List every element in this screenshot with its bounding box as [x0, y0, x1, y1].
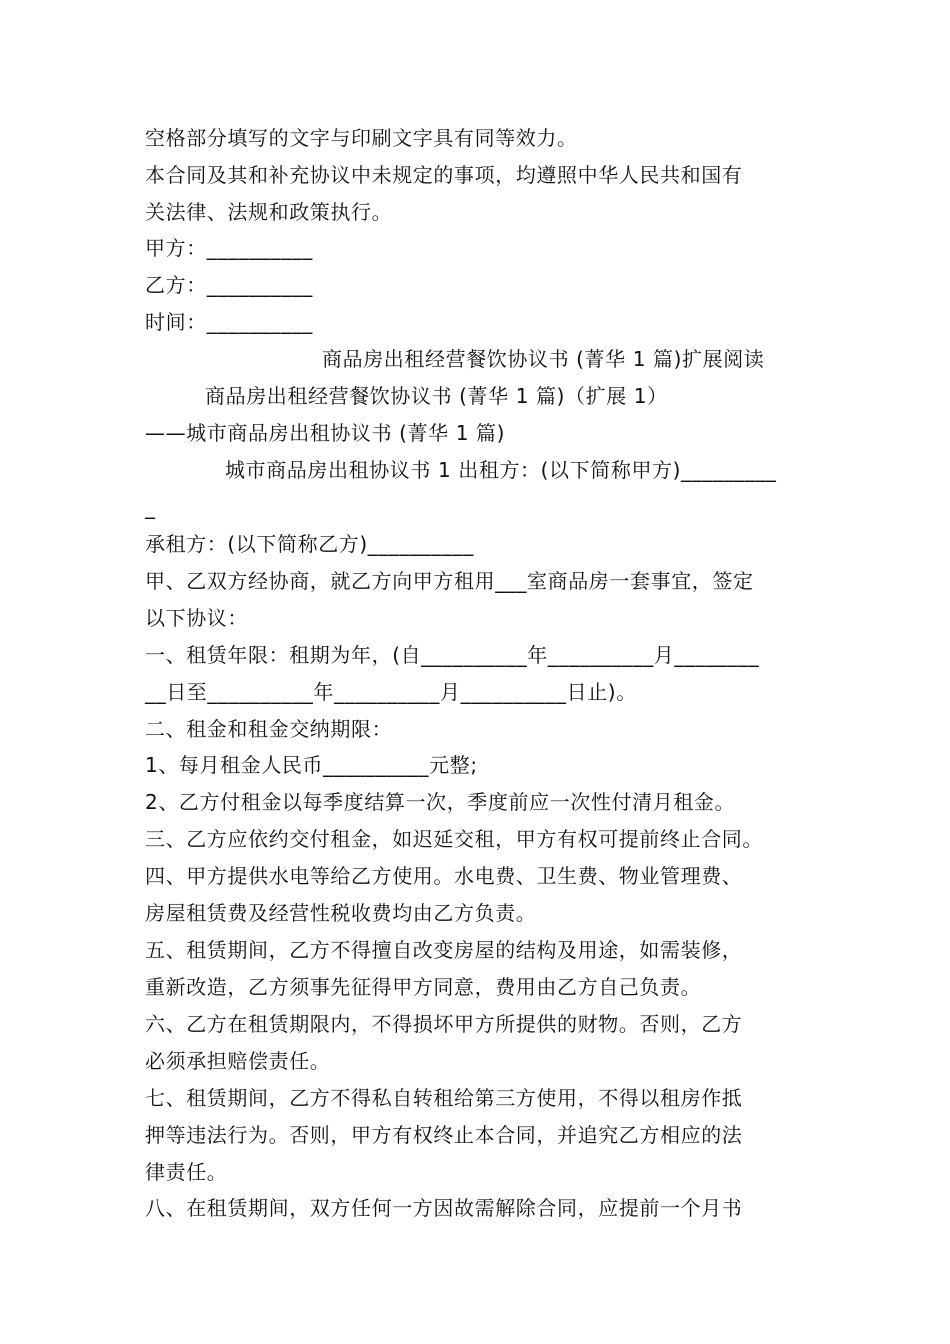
text-line: 四、甲方提供水电等给乙方使用。水电费、卫生费、物业管理费、	[145, 864, 743, 888]
text-line: __日至__________年__________月__________日止)。	[145, 680, 637, 704]
text-line: 律责任。	[145, 1160, 228, 1184]
text-line: 七、租赁期间，乙方不得私自转租给第三方使用，不得以租房作抵	[145, 1086, 743, 1110]
text-line: 八、在租赁期间，双方任何一方因故需解除合同，应提前一个月书	[145, 1196, 743, 1220]
subsection-heading: 商品房出租经营餐饮协议书 (菁华 1 篇)（扩展 1）	[205, 384, 668, 408]
text-line: 以下协议：	[145, 606, 248, 630]
text-line: 承租方：(以下简称乙方)__________	[145, 532, 474, 556]
subsection-subtitle: ——城市商品房出租协议书 (菁华 1 篇)	[145, 421, 506, 445]
text-line: 必须承担赔偿责任。	[145, 1049, 331, 1073]
text-line: 2、乙方付租金以每季度结算一次，季度前应一次性付清月租金。	[145, 790, 736, 814]
text-line: 二、租金和租金交纳期限：	[145, 717, 393, 741]
signature-field-party-b: 乙方：__________	[145, 273, 313, 297]
text-line: 六、乙方在租赁期限内，不得损坏甲方所提供的财物。否则，乙方	[145, 1012, 743, 1036]
text-line: 关法律、法规和政策执行。	[145, 200, 393, 224]
text-line: 1、每月租金人民币__________元整;	[145, 753, 478, 777]
text-line: 空格部分填写的文字与印刷文字具有同等效力。	[145, 126, 578, 150]
text-line: 本合同及其和补充协议中未规定的事项，均遵照中华人民共和国有	[145, 163, 743, 187]
text-line: 甲、乙双方经协商，就乙方向甲方租用___室商品房一套事宜，签定	[145, 569, 754, 593]
text-line: 三、乙方应依约交付租金，如迟延交租，甲方有权可提前终止合同。	[145, 827, 763, 851]
signature-field-party-a: 甲方：__________	[145, 236, 313, 260]
text-line: 五、租赁期间，乙方不得擅自改变房屋的结构及用途，如需装修，	[145, 938, 743, 962]
text-line: _	[145, 495, 156, 519]
text-line: 押等违法行为。否则，甲方有权终止本合同，并追究乙方相应的法	[145, 1123, 743, 1147]
text-line: 重新改造，乙方须事先征得甲方同意，费用由乙方自己负责。	[145, 975, 702, 999]
text-line: 城市商品房出租协议书 1 出租方：(以下简称甲方)_________	[225, 458, 777, 482]
text-line: 一、租赁年限：租期为年，(自__________年__________月________	[145, 643, 760, 667]
text-line: 房屋租赁费及经营性税收费均由乙方负责。	[145, 901, 537, 925]
signature-field-date: 时间：__________	[145, 310, 313, 334]
section-heading: 商品房出租经营餐饮协议书 (菁华 1 篇)扩展阅读	[322, 347, 765, 371]
